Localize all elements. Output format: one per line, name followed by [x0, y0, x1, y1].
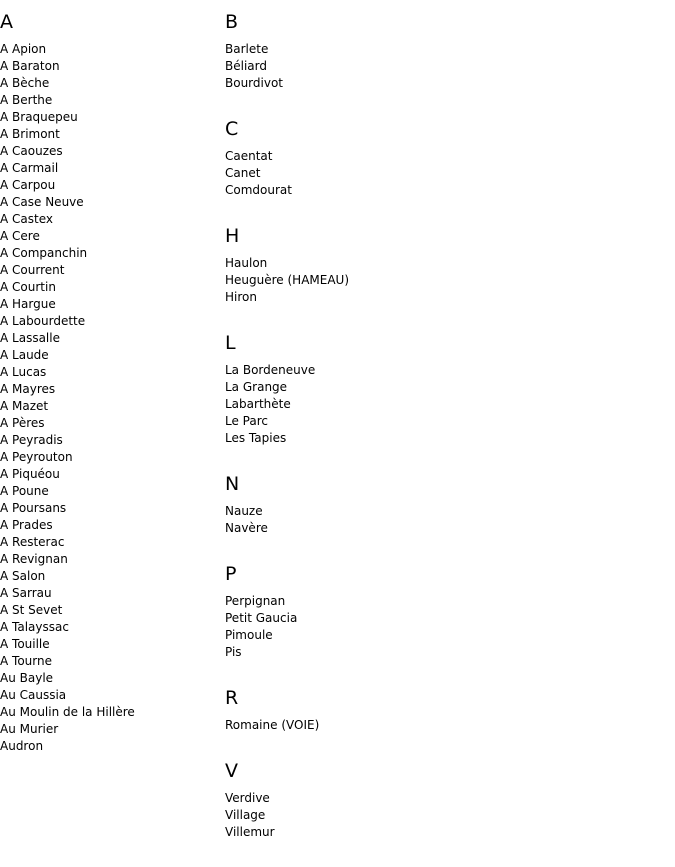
place-name: Villemur: [225, 825, 275, 839]
place-name: Au Caussia: [0, 688, 67, 702]
place-name: Audron: [0, 739, 44, 753]
place-name: A Mayres: [0, 382, 56, 396]
letter-group-a: [0, 11, 215, 755]
group-heading: C: [225, 118, 239, 140]
place-name: Au Bayle: [0, 671, 54, 685]
letter-group-l: [225, 332, 525, 447]
place-name: Verdive: [225, 791, 270, 805]
group-heading: P: [225, 563, 237, 585]
place-list: [225, 362, 525, 447]
place-list: [225, 593, 525, 661]
place-name: Barlete: [225, 42, 269, 56]
place-name: A Case Neuve: [0, 195, 84, 209]
place-name: A Apion: [0, 42, 47, 56]
place-name: A Resterac: [0, 535, 65, 549]
place-name: A Poune: [0, 484, 49, 498]
letter-group-b: [225, 11, 525, 92]
letter-group-r: [225, 687, 525, 734]
place-name: A Peyrouton: [0, 450, 73, 464]
place-name: Bourdivot: [225, 76, 284, 90]
place-name: A Castex: [0, 212, 53, 226]
letter-group-c: [225, 118, 525, 199]
place-name: A Sarrau: [0, 586, 52, 600]
place-name: Heuguère (HAMEAU): [225, 273, 350, 287]
place-name: Village: [225, 808, 266, 822]
place-name: A Carmail: [0, 161, 59, 175]
place-name: A Pères: [0, 416, 45, 430]
place-name: A Braquepeu: [0, 110, 78, 124]
place-name: A Peyradis: [0, 433, 63, 447]
place-name: A Companchin: [0, 246, 88, 260]
place-name: A Caouzes: [0, 144, 63, 158]
place-list: [225, 503, 525, 537]
place-name: A Brimont: [0, 127, 60, 141]
place-name: A Prades: [0, 518, 53, 532]
place-name: A Lassalle: [0, 331, 60, 345]
place-name: A Tourne: [0, 654, 52, 668]
place-name: Au Murier: [0, 722, 59, 736]
place-name: A Lucas: [0, 365, 47, 379]
place-name: A Laude: [0, 348, 49, 362]
group-heading: R: [225, 687, 239, 709]
left-column: [0, 11, 215, 781]
place-name: Pimoule: [225, 628, 273, 642]
place-name: A Mazet: [0, 399, 49, 413]
place-name: Au Moulin de la Hillère: [0, 705, 135, 719]
place-name: A Labourdette: [0, 314, 86, 328]
place-name: A Poursans: [0, 501, 67, 515]
place-list: [225, 790, 525, 841]
place-name: A Salon: [0, 569, 46, 583]
place-list: [0, 41, 215, 755]
place-name: A Baraton: [0, 59, 60, 73]
letter-group-p: [225, 563, 525, 661]
group-heading: N: [225, 473, 240, 495]
place-name: A Berthe: [0, 93, 53, 107]
place-list: [225, 41, 525, 92]
group-heading: L: [225, 332, 236, 354]
place-name: Caentat: [225, 149, 273, 163]
place-name: Comdourat: [225, 183, 292, 197]
place-name: Le Parc: [225, 414, 268, 428]
place-name: La Grange: [225, 380, 288, 394]
place-list: [225, 148, 525, 199]
place-name: Nauze: [225, 504, 263, 518]
place-name: A St Sevet: [0, 603, 63, 617]
letter-group-v: [225, 760, 525, 841]
place-name: Canet: [225, 166, 261, 180]
place-name: A Bèche: [0, 76, 50, 90]
place-name: Labarthète: [225, 397, 291, 411]
place-name: A Courtin: [0, 280, 56, 294]
letter-group-h: [225, 225, 525, 306]
place-name: Romaine (VOIE): [225, 718, 320, 732]
place-name: A Revignan: [0, 552, 68, 566]
place-name: A Talayssac: [0, 620, 69, 634]
place-list: [225, 255, 525, 306]
place-name: Hiron: [225, 290, 257, 304]
place-list: [225, 717, 525, 734]
group-heading: H: [225, 225, 240, 247]
place-name: A Cere: [0, 229, 40, 243]
place-name: A Piquéou: [0, 467, 60, 481]
place-name: Haulon: [225, 256, 268, 270]
group-heading: A: [0, 11, 13, 33]
place-name: A Courrent: [0, 263, 65, 277]
place-name: Pis: [225, 645, 242, 659]
place-name: A Carpou: [0, 178, 56, 192]
group-heading: V: [225, 760, 238, 782]
place-name: Les Tapies: [225, 431, 287, 445]
place-name: La Bordeneuve: [225, 363, 316, 377]
group-heading: B: [225, 11, 239, 33]
letter-group-n: [225, 473, 525, 537]
right-column: [225, 11, 525, 867]
place-name: A Hargue: [0, 297, 56, 311]
place-name: Béliard: [225, 59, 267, 73]
place-name: Perpignan: [225, 594, 286, 608]
place-name: Petit Gaucia: [225, 611, 298, 625]
place-name: Navère: [225, 521, 268, 535]
place-name: A Touille: [0, 637, 50, 651]
